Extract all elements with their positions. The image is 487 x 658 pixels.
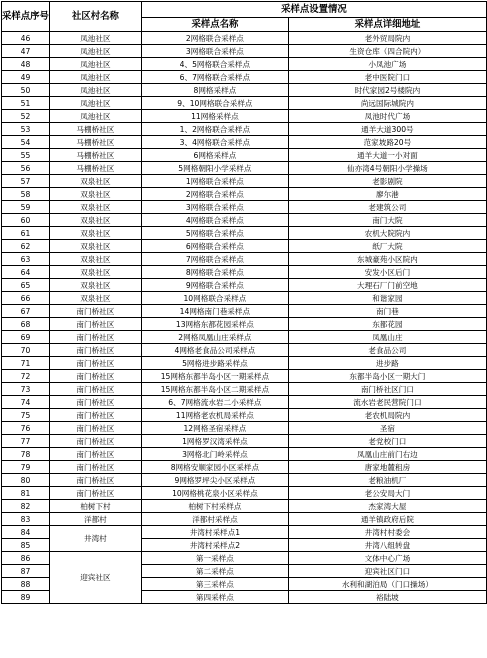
row-point-address: 圣宿	[288, 422, 486, 435]
table-row	[2, 500, 487, 513]
row-point-address: 纸厂大院	[288, 240, 486, 253]
row-community: 南门桥社区	[49, 370, 141, 383]
row-community: 南门桥社区	[49, 409, 141, 422]
table-row	[2, 435, 487, 448]
header-point-address: 采样点详细地址	[288, 18, 486, 32]
row-community: 南门桥社区	[49, 448, 141, 461]
header-seq: 采样点序号	[2, 2, 50, 32]
table-row	[2, 71, 487, 84]
row-point-name: 3网格联合采样点	[141, 45, 288, 58]
row-point-name: 11网格老农机局采样点	[141, 409, 288, 422]
row-seq: 79	[2, 461, 50, 474]
row-community: 井湾村	[49, 526, 141, 552]
row-point-name: 15网格东都半岛小区二期采样点	[141, 383, 288, 396]
row-point-name: 12网格圣宿采样点	[141, 422, 288, 435]
row-point-address: 小凤池广场	[288, 58, 486, 71]
row-community: 马棚桥社区	[49, 149, 141, 162]
table-row	[2, 162, 487, 175]
table-row	[2, 474, 487, 487]
row-community: 凤池社区	[49, 58, 141, 71]
row-seq: 65	[2, 279, 50, 292]
row-point-address: 东都半岛小区一期大门	[288, 370, 486, 383]
row-point-address: 通羊大道300号	[288, 123, 486, 136]
row-seq: 63	[2, 253, 50, 266]
table-row	[2, 318, 487, 331]
table-row	[2, 188, 487, 201]
row-point-address: 通羊大道一小对面	[288, 149, 486, 162]
table-row	[2, 461, 487, 474]
row-point-name: 3网格联合采样点	[141, 201, 288, 214]
row-seq: 75	[2, 409, 50, 422]
table-row	[2, 513, 487, 526]
row-point-name: 柏树下村采样点	[141, 500, 288, 513]
table-row	[2, 227, 487, 240]
row-seq: 86	[2, 552, 50, 565]
row-point-name: 2网格联合采样点	[141, 32, 288, 45]
row-community: 马棚桥社区	[49, 136, 141, 149]
row-seq: 82	[2, 500, 50, 513]
row-point-address: 老中医院门口	[288, 71, 486, 84]
row-point-name: 5网格进步路采样点	[141, 357, 288, 370]
table-row	[2, 136, 487, 149]
row-community: 南门桥社区	[49, 305, 141, 318]
row-community: 双泉社区	[49, 188, 141, 201]
row-point-address: 老建筑公司	[288, 201, 486, 214]
row-seq: 49	[2, 71, 50, 84]
row-point-name: 井湾村采样点1	[141, 526, 288, 539]
header-community: 社区村名称	[49, 2, 141, 32]
row-point-address: 南门巷	[288, 305, 486, 318]
row-point-name: 15网格东都半岛小区一期采样点	[141, 370, 288, 383]
row-community: 南门桥社区	[49, 344, 141, 357]
table-row	[2, 175, 487, 188]
table-row	[2, 383, 487, 396]
header-group: 采样点设置情况	[141, 2, 486, 18]
row-seq: 78	[2, 448, 50, 461]
row-seq: 59	[2, 201, 50, 214]
table-row	[2, 123, 487, 136]
table-row	[2, 552, 487, 565]
row-point-name: 4、5网格联合采样点	[141, 58, 288, 71]
row-point-address: 农机大院院内	[288, 227, 486, 240]
row-seq: 87	[2, 565, 50, 578]
row-point-name: 8网格安顺家园小区采样点	[141, 461, 288, 474]
row-seq: 74	[2, 396, 50, 409]
table-row	[2, 331, 487, 344]
row-community: 双泉社区	[49, 266, 141, 279]
table-row	[2, 240, 487, 253]
row-community: 双泉社区	[49, 214, 141, 227]
row-point-address: 凤凰山庄前门右边	[288, 448, 486, 461]
table-row	[2, 279, 487, 292]
row-point-name: 洋都村采样点	[141, 513, 288, 526]
row-point-name: 第四采样点	[141, 591, 288, 604]
row-point-name: 第二采样点	[141, 565, 288, 578]
row-seq: 61	[2, 227, 50, 240]
table-row	[2, 110, 487, 123]
row-community: 南门桥社区	[49, 435, 141, 448]
row-community: 南门桥社区	[49, 318, 141, 331]
row-seq: 58	[2, 188, 50, 201]
row-seq: 70	[2, 344, 50, 357]
table-row	[2, 97, 487, 110]
row-seq: 55	[2, 149, 50, 162]
row-seq: 51	[2, 97, 50, 110]
row-point-address: 裕陆坡	[288, 591, 486, 604]
row-seq: 84	[2, 526, 50, 539]
table-row	[2, 84, 487, 97]
row-seq: 76	[2, 422, 50, 435]
row-point-address: 文体中心广场	[288, 552, 486, 565]
row-point-address: 凤池时代广场	[288, 110, 486, 123]
row-seq: 47	[2, 45, 50, 58]
row-seq: 73	[2, 383, 50, 396]
row-point-address: 安发小区后门	[288, 266, 486, 279]
row-point-name: 2网格联合采样点	[141, 188, 288, 201]
row-community: 马棚桥社区	[49, 162, 141, 175]
row-point-address: 老党校门口	[288, 435, 486, 448]
row-seq: 89	[2, 591, 50, 604]
row-community: 双泉社区	[49, 292, 141, 305]
row-seq: 54	[2, 136, 50, 149]
row-point-name: 7网格联合采样点	[141, 253, 288, 266]
row-point-address: 和谐家园	[288, 292, 486, 305]
row-seq: 77	[2, 435, 50, 448]
row-seq: 62	[2, 240, 50, 253]
row-point-name: 井湾村采样点2	[141, 539, 288, 552]
table-row	[2, 253, 487, 266]
row-community: 双泉社区	[49, 253, 141, 266]
row-point-address: 迎宾社区门口	[288, 565, 486, 578]
row-seq: 53	[2, 123, 50, 136]
table-row	[2, 526, 487, 539]
row-seq: 52	[2, 110, 50, 123]
row-community: 凤池社区	[49, 45, 141, 58]
table-row	[2, 487, 487, 500]
row-point-address: 水利和湖泊局（门口操场）	[288, 578, 486, 591]
row-point-address: 老粮油机厂	[288, 474, 486, 487]
row-point-name: 11网格采样点	[141, 110, 288, 123]
table-row	[2, 214, 487, 227]
sampling-points-table	[1, 1, 487, 604]
row-point-address: 东都花园	[288, 318, 486, 331]
row-seq: 80	[2, 474, 50, 487]
row-community: 南门桥社区	[49, 461, 141, 474]
row-point-name: 1网格联合采样点	[141, 175, 288, 188]
row-seq: 69	[2, 331, 50, 344]
row-point-address: 南门桥社区门口	[288, 383, 486, 396]
row-seq: 64	[2, 266, 50, 279]
table-row	[2, 305, 487, 318]
table-row	[2, 409, 487, 422]
row-seq: 68	[2, 318, 50, 331]
row-point-name: 1、2网格联合采样点	[141, 123, 288, 136]
row-point-name: 5网格朝阳小学采样点	[141, 162, 288, 175]
row-seq: 66	[2, 292, 50, 305]
row-seq: 83	[2, 513, 50, 526]
row-community: 马棚桥社区	[49, 123, 141, 136]
table-row	[2, 58, 487, 71]
row-seq: 57	[2, 175, 50, 188]
table-row	[2, 422, 487, 435]
table-row	[2, 396, 487, 409]
row-point-address: 凤凰山庄	[288, 331, 486, 344]
row-point-name: 4网格老食品公司采样点	[141, 344, 288, 357]
row-point-name: 10网格桃花泉小区采样点	[141, 487, 288, 500]
row-point-name: 1网格罗汉湾采样点	[141, 435, 288, 448]
row-point-name: 第三采样点	[141, 578, 288, 591]
row-point-name: 8网格联合采样点	[141, 266, 288, 279]
table-row	[2, 201, 487, 214]
row-point-address: 仙亦湾4号朝阳小学操场	[288, 162, 486, 175]
row-point-address: 进步路	[288, 357, 486, 370]
row-community: 洋都村	[49, 513, 141, 526]
row-point-name: 8网格采样点	[141, 84, 288, 97]
row-point-name: 9网格罗坪尖小区采样点	[141, 474, 288, 487]
row-community: 柏树下村	[49, 500, 141, 513]
row-community: 南门桥社区	[49, 396, 141, 409]
table-row	[2, 370, 487, 383]
row-point-address: 老食品公司	[288, 344, 486, 357]
row-point-name: 2网格凤凰山庄采样点	[141, 331, 288, 344]
row-point-name: 第一采样点	[141, 552, 288, 565]
row-point-address: 大理石厂门前空地	[288, 279, 486, 292]
row-seq: 72	[2, 370, 50, 383]
row-point-name: 4网格联合采样点	[141, 214, 288, 227]
row-community: 南门桥社区	[49, 383, 141, 396]
row-seq: 60	[2, 214, 50, 227]
table-row	[2, 45, 487, 58]
row-seq: 88	[2, 578, 50, 591]
row-seq: 46	[2, 32, 50, 45]
row-community: 南门桥社区	[49, 487, 141, 500]
row-community: 双泉社区	[49, 240, 141, 253]
row-seq: 71	[2, 357, 50, 370]
row-community: 迎宾社区	[49, 552, 141, 604]
row-point-name: 9网格联合采样点	[141, 279, 288, 292]
table-body	[2, 32, 487, 604]
row-point-address: 老农机局院内	[288, 409, 486, 422]
table-row	[2, 344, 487, 357]
row-point-name: 9、10网格联合采样点	[141, 97, 288, 110]
row-point-name: 13网格东都花园采样点	[141, 318, 288, 331]
row-community: 双泉社区	[49, 227, 141, 240]
row-point-address: 老公安局大门	[288, 487, 486, 500]
table-row	[2, 266, 487, 279]
table-row	[2, 357, 487, 370]
table-row	[2, 149, 487, 162]
row-point-name: 3、4网格联合采样点	[141, 136, 288, 149]
row-point-name: 6网格采样点	[141, 149, 288, 162]
row-point-address: 井湾村村委会	[288, 526, 486, 539]
row-seq: 48	[2, 58, 50, 71]
row-seq: 81	[2, 487, 50, 500]
row-point-address: 范家坡路20号	[288, 136, 486, 149]
row-point-address: 廖尔港	[288, 188, 486, 201]
header-point-name: 采样点名称	[141, 18, 288, 32]
row-point-address: 南门大院	[288, 214, 486, 227]
row-community: 双泉社区	[49, 279, 141, 292]
row-community: 凤池社区	[49, 84, 141, 97]
row-point-address: 老影剧院	[288, 175, 486, 188]
row-point-address: 井湾八组转盘	[288, 539, 486, 552]
row-point-address: 东城豪苑小区院内	[288, 253, 486, 266]
row-point-address: 通羊镇政府后院	[288, 513, 486, 526]
row-point-name: 6、7网格流水岩二小采样点	[141, 396, 288, 409]
table-row	[2, 32, 487, 45]
row-point-name: 6网格联合采样点	[141, 240, 288, 253]
row-community: 南门桥社区	[49, 422, 141, 435]
row-seq: 85	[2, 539, 50, 552]
row-community: 凤池社区	[49, 110, 141, 123]
row-point-name: 3网格北门岭采样点	[141, 448, 288, 461]
row-point-address: 流水岩老民营院门口	[288, 396, 486, 409]
row-community: 凤池社区	[49, 32, 141, 45]
row-point-address: 尚远国际城院内	[288, 97, 486, 110]
row-seq: 50	[2, 84, 50, 97]
row-community: 双泉社区	[49, 201, 141, 214]
row-seq: 56	[2, 162, 50, 175]
row-point-address: 唐家地麓租房	[288, 461, 486, 474]
row-point-name: 14网格南门巷采样点	[141, 305, 288, 318]
row-point-name: 5网格联合采样点	[141, 227, 288, 240]
row-community: 双泉社区	[49, 175, 141, 188]
row-point-address: 时代家园2号楼院内	[288, 84, 486, 97]
row-community: 南门桥社区	[49, 331, 141, 344]
row-community: 凤池社区	[49, 71, 141, 84]
row-point-address: 杰家湾大屋	[288, 500, 486, 513]
row-point-name: 6、7网格联合采样点	[141, 71, 288, 84]
row-point-address: 生资仓库（四合院内）	[288, 45, 486, 58]
row-community: 南门桥社区	[49, 474, 141, 487]
table-row	[2, 292, 487, 305]
row-point-name: 10网格联合采样点	[141, 292, 288, 305]
table-row	[2, 448, 487, 461]
row-seq: 67	[2, 305, 50, 318]
row-point-address: 老外贸局院内	[288, 32, 486, 45]
row-community: 凤池社区	[49, 97, 141, 110]
row-community: 南门桥社区	[49, 357, 141, 370]
